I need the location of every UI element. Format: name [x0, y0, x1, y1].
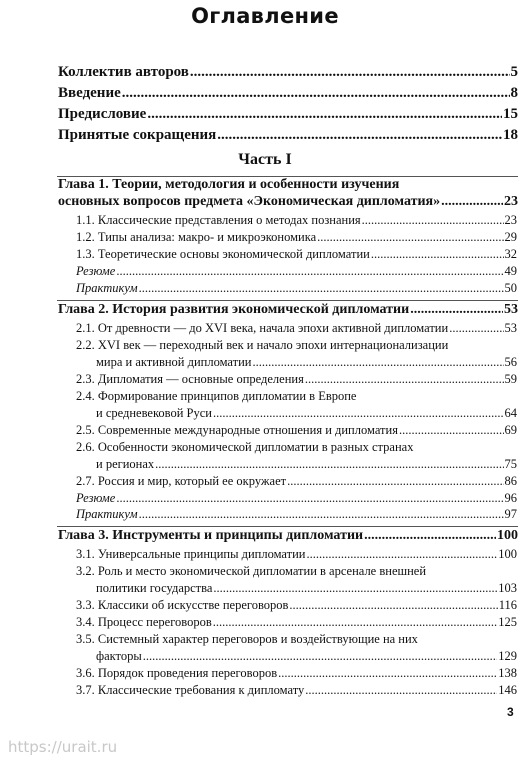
toc-entry-chapter-2-summary[interactable] — [76, 491, 517, 506]
leader-dots — [441, 194, 503, 210]
toc-entry-section-1-1[interactable] — [76, 213, 517, 228]
leader-dots — [252, 355, 503, 370]
leader-dots — [213, 615, 498, 630]
toc-entry-label: Принятые сокращения — [58, 127, 217, 143]
toc-entry-section-2-1[interactable] — [76, 321, 517, 336]
toc-entry-label: 3.7. Классические требования к дипломату — [76, 683, 305, 697]
toc-entry-page: 53 — [504, 321, 517, 335]
toc-entry-page: 15 — [503, 106, 518, 122]
toc-entry-page: 103 — [498, 581, 517, 595]
page-number: 3 — [507, 705, 514, 719]
toc-entry-page: 56 — [504, 355, 517, 369]
toc-entry-chapter-1-practicum[interactable] — [76, 281, 517, 296]
toc-entry-page: 146 — [498, 683, 517, 697]
toc-entry-page: 59 — [504, 372, 517, 386]
toc-entry-page: 75 — [504, 457, 517, 471]
leader-dots — [213, 581, 497, 596]
leader-dots — [147, 106, 502, 123]
toc-entry-page: 53 — [504, 302, 518, 317]
leader-dots — [155, 457, 503, 472]
toc-entry-section-2-2[interactable] — [96, 355, 517, 370]
toc-entry-section-3-1[interactable] — [76, 547, 517, 562]
toc-entry-label: 3.3. Классики об искусстве переговоров — [76, 598, 289, 612]
toc-entry-label: Введение — [58, 85, 121, 101]
toc-entry-page: 8 — [510, 85, 518, 101]
toc-entry-page: 29 — [504, 230, 517, 244]
leader-dots — [278, 666, 497, 681]
watermark: https://urait.ru — [8, 738, 118, 756]
toc-entry-label: 2.7. Россия и мир, который ее окружает — [76, 474, 287, 488]
toc-entry-chapter-1-summary[interactable] — [76, 264, 517, 279]
toc-entry-page: 129 — [498, 649, 517, 663]
toc-entry-page: 97 — [504, 507, 517, 521]
toc-entry-page: 116 — [498, 598, 517, 612]
toc-entry-section-2-6[interactable] — [96, 457, 517, 472]
toc-entry-label: Коллектив авторов — [58, 64, 189, 80]
toc-entry-chapter-3[interactable] — [58, 528, 518, 544]
toc-entry-page: 64 — [504, 406, 517, 420]
toc-entry-section-2-7[interactable] — [76, 474, 517, 489]
toc-entry-label: Резюме — [76, 491, 116, 505]
page-title: Оглавление — [191, 4, 339, 28]
toc-entry-chapter-2-practicum[interactable] — [76, 507, 517, 522]
leader-dots — [449, 321, 503, 336]
toc-entry-section-2-3[interactable] — [76, 372, 517, 387]
toc-entry-section-3-5[interactable] — [96, 649, 517, 664]
toc-entry-section-3-4[interactable] — [76, 615, 517, 630]
toc-entry-abbreviations[interactable] — [58, 127, 518, 144]
leader-dots — [122, 85, 510, 102]
toc-entry-page: 96 — [504, 491, 517, 505]
toc-entry-label: Практикум — [76, 281, 138, 295]
leader-dots — [289, 598, 497, 613]
toc-entry-page: 50 — [504, 281, 517, 295]
toc-entry-page: 32 — [504, 247, 517, 261]
leader-dots — [139, 507, 504, 522]
toc-entry-section-2-4[interactable] — [96, 406, 517, 421]
leader-dots — [364, 528, 496, 544]
toc-entry-label: и средневековой Руси — [96, 406, 212, 420]
toc-entry-label: Предисловие — [58, 106, 147, 122]
toc-entry-label: 2.3. Дипломатия — основные определения — [76, 372, 304, 386]
leader-dots — [410, 302, 503, 318]
divider — [57, 300, 518, 301]
toc-entry-section-1-3[interactable] — [76, 247, 517, 262]
leader-dots — [190, 64, 510, 81]
toc-entry-label: 2.5. Современные международные отношения и дипломатия — [76, 423, 398, 437]
leader-dots — [305, 372, 504, 387]
section-2-4-title-line1[interactable]: 2.4. Формирование принципов дипломатии в Европе — [76, 389, 357, 403]
toc-entry-label: 1.2. Типы анализа: макро- и микроэкономика — [76, 230, 317, 244]
toc-entry-section-1-2[interactable] — [76, 230, 517, 245]
leader-dots — [116, 491, 503, 506]
chapter-1-title-line1[interactable]: Глава 1. Теории, методология и особенности изучения — [58, 177, 400, 192]
toc-entry-section-2-5[interactable] — [76, 423, 517, 438]
toc-entry-introduction[interactable] — [58, 85, 518, 102]
toc-entry-label: 1.1. Классические представления о методах познания — [76, 213, 361, 227]
toc-entry-chapter-1[interactable] — [58, 194, 518, 210]
section-2-2-title-line1[interactable]: 2.2. XVI век — переходный век и начало эпохи интернационализации — [76, 338, 449, 352]
toc-entry-page: 23 — [504, 194, 518, 209]
toc-entry-page: 49 — [504, 264, 517, 278]
toc-entry-label: факторы — [96, 649, 142, 663]
toc-entry-label: 3.4. Процесс переговоров — [76, 615, 212, 629]
toc-entry-section-3-6[interactable] — [76, 666, 517, 681]
toc-entry-page: 100 — [498, 547, 517, 561]
toc-entry-label: Практикум — [76, 507, 138, 521]
divider — [57, 526, 518, 527]
toc-entry-label: Глава 2. История развития экономической дипломатии — [58, 302, 410, 317]
toc-entry-section-3-3[interactable] — [76, 598, 517, 613]
leader-dots — [317, 230, 503, 245]
toc-entry-label: основных вопросов предмета «Экономическая дипломатия» — [58, 194, 441, 209]
toc-entry-page: 18 — [503, 127, 518, 143]
toc-entry-page: 125 — [498, 615, 517, 629]
leader-dots — [116, 264, 503, 279]
leader-dots — [287, 474, 503, 489]
toc-entry-label: 2.1. От древности — до XVI века, начала эпохи активной дипломатии — [76, 321, 449, 335]
toc-entry-chapter-2[interactable] — [58, 302, 518, 318]
toc-entry-section-3-7[interactable] — [76, 683, 517, 698]
toc-entry-label: и регионах — [96, 457, 155, 471]
toc-entry-label: мира и активной дипломатии — [96, 355, 252, 369]
toc-entry-preface[interactable] — [58, 106, 518, 123]
leader-dots — [213, 406, 504, 421]
leader-dots — [217, 127, 502, 144]
section-3-2-title-line1[interactable]: 3.2. Роль и место экономической дипломатии в арсенале внешней — [76, 564, 427, 578]
leader-dots — [143, 649, 497, 664]
toc-entry-section-3-2[interactable] — [96, 581, 517, 596]
toc-entry-page: 5 — [510, 64, 518, 80]
toc-entry-page: 23 — [504, 213, 517, 227]
section-2-6-title-line1[interactable]: 2.6. Особенности экономической дипломатии в разных странах — [76, 440, 414, 454]
leader-dots — [139, 281, 504, 296]
toc-entry-label: Глава 3. Инструменты и принципы дипломатии — [58, 528, 364, 543]
leader-dots — [305, 683, 497, 698]
toc-entry-page: 86 — [504, 474, 517, 488]
toc-entry-authors[interactable] — [58, 64, 518, 81]
leader-dots — [362, 213, 504, 228]
leader-dots — [306, 547, 497, 562]
toc-entry-label: политики государства — [96, 581, 213, 595]
toc-entry-label: 1.3. Теоретические основы экономической дипломатии — [76, 247, 370, 261]
toc-entry-page: 100 — [497, 528, 518, 543]
toc-entry-label: Резюме — [76, 264, 116, 278]
toc-entry-label: 3.1. Универсальные принципы дипломатии — [76, 547, 306, 561]
leader-dots — [399, 423, 504, 438]
toc-entry-label: 3.6. Порядок проведения переговоров — [76, 666, 278, 680]
part-heading: Часть I — [238, 151, 292, 168]
toc-entry-page: 69 — [504, 423, 517, 437]
section-3-5-title-line1[interactable]: 3.5. Системный характер переговоров и воздействующие на них — [76, 632, 418, 646]
toc-entry-page: 138 — [498, 666, 517, 680]
leader-dots — [371, 247, 504, 262]
